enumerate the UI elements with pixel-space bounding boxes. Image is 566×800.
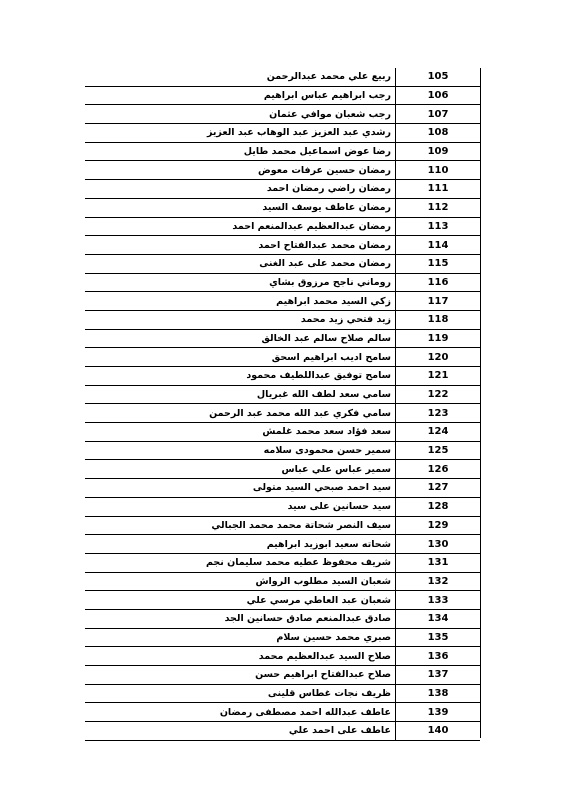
- row-number: 139: [396, 703, 481, 722]
- person-name: رمضان حسين عرفات معوض: [85, 161, 396, 180]
- table-row: [85, 348, 480, 367]
- person-name: شحاته سعيد ابوزيد ابراهيم: [85, 535, 396, 554]
- person-name: زيد فتحي زيد محمد: [85, 310, 396, 329]
- table-row: [85, 572, 480, 591]
- row-number: 107: [396, 105, 481, 124]
- row-number: 112: [396, 198, 481, 217]
- table-row: [85, 722, 480, 741]
- person-name: رجب ابراهيم عباس ابراهيم: [85, 86, 396, 105]
- table-row: [85, 497, 480, 516]
- row-number: 127: [396, 479, 481, 498]
- person-name: سعد فؤاد سعد محمد غلمش: [85, 423, 396, 442]
- person-name: رشدي عبد العزيز عبد الوهاب عبد العزيز: [85, 124, 396, 143]
- table-row: [85, 404, 480, 423]
- person-name: سيد احمد صبحي السيد متولى: [85, 479, 396, 498]
- row-number: 109: [396, 142, 481, 161]
- row-number: 117: [396, 292, 481, 311]
- person-name: سامح توفيق عبداللطيف محمود: [85, 367, 396, 386]
- person-name: سامي سعد لطف الله غبريال: [85, 385, 396, 404]
- person-name: رجب شعبان موافي عثمان: [85, 105, 396, 124]
- table-row: [85, 217, 480, 236]
- table-row: [85, 385, 480, 404]
- row-number: 130: [396, 535, 481, 554]
- table-row: [85, 609, 480, 628]
- table-row: [85, 124, 480, 143]
- person-name: ظريف نجات غطاس قلينى: [85, 684, 396, 703]
- table-row: [85, 236, 480, 255]
- person-name: سمير حسن محمودى سلامه: [85, 441, 396, 460]
- row-number: 118: [396, 310, 481, 329]
- table-row: [85, 535, 480, 554]
- row-number: 116: [396, 273, 481, 292]
- row-number: 111: [396, 180, 481, 199]
- table-row: [85, 460, 480, 479]
- table-row: [85, 423, 480, 442]
- person-name: عاطف على احمد علي: [85, 722, 396, 741]
- table-row: [85, 86, 480, 105]
- row-number: 105: [396, 68, 481, 86]
- row-number: 126: [396, 460, 481, 479]
- row-number: 125: [396, 441, 481, 460]
- person-name: رمضان محمد على عبد الغنى: [85, 254, 396, 273]
- row-number: 119: [396, 329, 481, 348]
- person-name: رضا عوض اسماعيل محمد طايل: [85, 142, 396, 161]
- row-number: 122: [396, 385, 481, 404]
- table-row: [85, 479, 480, 498]
- names-table: [85, 68, 480, 741]
- person-name: روماني ناجح مرزوق بشاي: [85, 273, 396, 292]
- row-number: 131: [396, 553, 481, 572]
- table-row: [85, 516, 480, 535]
- row-number: 128: [396, 497, 481, 516]
- table-row: [85, 441, 480, 460]
- table-row: [85, 161, 480, 180]
- table-row: [85, 254, 480, 273]
- person-name: سمير عباس علي عباس: [85, 460, 396, 479]
- person-name: رمضان عبدالعظيم عبدالمنعم احمد: [85, 217, 396, 236]
- person-name: عاطف عبدالله احمد مصطفى رمضان: [85, 703, 396, 722]
- row-number: 121: [396, 367, 481, 386]
- row-number: 133: [396, 591, 481, 610]
- row-number: 108: [396, 124, 481, 143]
- person-name: سامح اديب ابراهيم اسحق: [85, 348, 396, 367]
- table-row: [85, 684, 480, 703]
- table-row: [85, 273, 480, 292]
- person-name: سالم صلاح سالم عبد الخالق: [85, 329, 396, 348]
- row-number: 137: [396, 666, 481, 685]
- names-table-body: [85, 68, 480, 740]
- table-row: [85, 591, 480, 610]
- person-name: ربيع علي محمد عبدالرحمن: [85, 68, 396, 86]
- row-number: 115: [396, 254, 481, 273]
- row-number: 120: [396, 348, 481, 367]
- table-row: [85, 68, 480, 86]
- row-number: 138: [396, 684, 481, 703]
- person-name: شعبان السيد مطلوب الرواش: [85, 572, 396, 591]
- table-row: [85, 329, 480, 348]
- table-row: [85, 647, 480, 666]
- person-name: صلاح عبدالفتاح ابراهيم حسن: [85, 666, 396, 685]
- table-row: [85, 105, 480, 124]
- table-row: [85, 553, 480, 572]
- table-row: [85, 367, 480, 386]
- table-row: [85, 292, 480, 311]
- row-number: 136: [396, 647, 481, 666]
- person-name: صادق عبدالمنعم صادق حسانين الجد: [85, 609, 396, 628]
- person-name: سامي فكري عبد الله محمد عبد الرحمن: [85, 404, 396, 423]
- row-number: 124: [396, 423, 481, 442]
- person-name: رمضان راضي رمضان احمد: [85, 180, 396, 199]
- table-row: [85, 198, 480, 217]
- person-name: سيد حسانين على سيد: [85, 497, 396, 516]
- row-number: 123: [396, 404, 481, 423]
- table-row: [85, 628, 480, 647]
- row-number: 114: [396, 236, 481, 255]
- row-number: 132: [396, 572, 481, 591]
- person-name: صبري محمد حسين سلام: [85, 628, 396, 647]
- table-row: [85, 310, 480, 329]
- person-name: رمضان محمد عبدالفتاح احمد: [85, 236, 396, 255]
- row-number: 129: [396, 516, 481, 535]
- table-row: [85, 142, 480, 161]
- table-row: [85, 703, 480, 722]
- person-name: شعبان عبد العاطي مرسي علي: [85, 591, 396, 610]
- person-name: زكي السيد محمد ابراهيم: [85, 292, 396, 311]
- row-number: 113: [396, 217, 481, 236]
- person-name: سيف النصر شحاتة محمد محمد الجبالي: [85, 516, 396, 535]
- person-name: رمضان عاطف يوسف السيد: [85, 198, 396, 217]
- table-row: [85, 180, 480, 199]
- row-number: 134: [396, 609, 481, 628]
- person-name: صلاح السيد عبدالعظيم محمد: [85, 647, 396, 666]
- table-right-border: [480, 68, 481, 738]
- table-row: [85, 666, 480, 685]
- row-number: 106: [396, 86, 481, 105]
- person-name: شريف محفوظ عطيه محمد سليمان نجم: [85, 553, 396, 572]
- row-number: 110: [396, 161, 481, 180]
- row-number: 135: [396, 628, 481, 647]
- row-number: 140: [396, 722, 481, 741]
